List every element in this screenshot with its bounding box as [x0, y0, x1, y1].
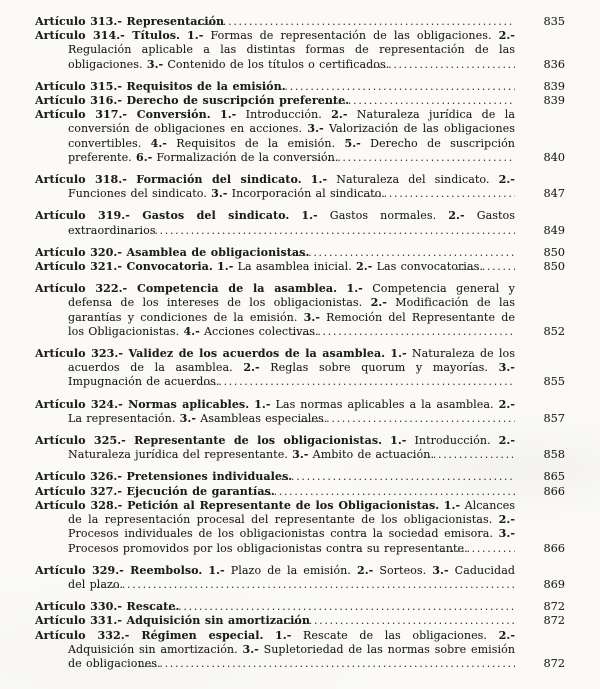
- entry-text: [35, 347, 515, 390]
- toc-entry: [35, 209, 565, 237]
- entry-text: [35, 600, 515, 614]
- toc-entry: [35, 485, 565, 499]
- toc-entry: [35, 29, 565, 72]
- page-number: 866: [543, 484, 565, 498]
- page-number: 858: [543, 448, 565, 462]
- toc-entry: [35, 282, 565, 339]
- page-number: 850: [543, 260, 565, 274]
- toc-entry: [35, 108, 565, 165]
- toc-entry: [35, 347, 565, 390]
- entry-body: 1.- Gastos normales. 2.- Gastos extraordinarios: [68, 209, 515, 237]
- page-number: 857: [543, 411, 565, 425]
- page-number: 839: [543, 94, 565, 108]
- page-number: 847: [543, 187, 565, 201]
- page-number: 835: [543, 15, 565, 28]
- entry-text: [35, 398, 515, 426]
- toc-entry: [35, 470, 565, 484]
- page-number: 850: [543, 245, 565, 259]
- entry-heading: Artículo 317.- Conversión.: [35, 108, 211, 122]
- toc-entry: [35, 246, 565, 260]
- entry-text: [35, 108, 515, 165]
- entry-body: 1.- Formas de representación de las obligaciones. 2.- Regulación aplicable a las distintas formas de representación de las obligaciones. 3.- Contenido de los títulos o certificados.: [68, 29, 515, 71]
- page-number: 865: [543, 470, 565, 484]
- page-number: 872: [543, 656, 565, 670]
- toc-entry: [35, 614, 565, 628]
- entry-text: [35, 246, 515, 260]
- page-number: 849: [543, 223, 565, 237]
- toc-entry: [35, 600, 565, 614]
- entry-text: [35, 209, 515, 237]
- entry-heading: Artículo 324.- Normas aplicables.: [35, 397, 250, 411]
- toc-entry: [35, 629, 565, 672]
- page-number: 872: [543, 600, 565, 614]
- entry-heading: Artículo 318.- Formación del sindicato.: [35, 173, 302, 187]
- toc-entry: [35, 564, 565, 592]
- toc-entry: [35, 499, 565, 556]
- entry-text: [35, 564, 515, 592]
- toc-entry: [35, 173, 565, 201]
- entry-text: [35, 15, 515, 29]
- entry-heading: Artículo 327.- Ejecución de garantías.: [35, 484, 275, 498]
- entry-text: [35, 94, 515, 108]
- toc-entry: [35, 80, 565, 94]
- entry-body: 1.- La asamblea inicial. 2.- Las convocatorias.: [217, 260, 483, 274]
- entry-text: [35, 282, 515, 339]
- entry-heading: Artículo 323.- Validez de los acuerdos de la asamblea.: [35, 347, 386, 361]
- entry-heading: Artículo 330.- Rescate.: [35, 600, 180, 614]
- entry-heading: Artículo 316.- Derecho de suscripción preferente.: [35, 94, 350, 108]
- page-number: 869: [543, 577, 565, 591]
- entry-body: 1.- Introducción. 2.- Naturaleza jurídica de la conversión de obligaciones en acciones. 3.- Valorización de las obligaciones convertibles. 4.- Requisitos de la emisión. 5.- Derecho de suscripción preferente. 6.- Formalización de la conversión.: [68, 108, 515, 164]
- entry-heading: Artículo 314.- Títulos.: [35, 29, 180, 43]
- page-number: 872: [543, 614, 565, 628]
- entry-text: [35, 499, 515, 556]
- entry-heading: Artículo 325.- Representante de los obligacionistas.: [35, 434, 383, 448]
- entry-heading: Artículo 313.- Representación: [35, 15, 225, 28]
- entry-body: 1.- Plazo de la emisión. 2.- Sorteos. 3.- Caducidad del plazo.: [68, 563, 515, 591]
- entry-heading: Artículo 320.- Asamblea de obligacionistas.: [35, 245, 310, 259]
- entry-text: [35, 173, 515, 201]
- entry-body: 1.- Rescate de las obligaciones. 2.- Adquisición sin amortización. 3.- Supletoriedad de las normas sobre emisión de obligaciones.: [68, 628, 515, 670]
- entry-body: 1.- Competencia general y defensa de los intereses de los obligacionistas. 2.- Modificación de las garantías y condiciones de la emisión. 3.- Remoción del Representante de los Obligacionistas. 4.- Acciones colectivas.: [68, 282, 515, 338]
- entry-text: [35, 260, 515, 274]
- entry-body: 1.- Naturaleza de los acuerdos de la asamblea. 2.- Reglas sobre quorum y mayorías. 3.- Impugnación de acuerdos.: [68, 347, 515, 389]
- entry-text: [35, 470, 515, 484]
- entry-body: 1.- Introducción. 2.- Naturaleza jurídica del representante. 3.- Ambito de actuación.: [68, 434, 515, 462]
- entry-heading: Artículo 328.- Petición al Representante de los Obligacionistas.: [35, 498, 440, 512]
- toc-entry: [35, 260, 565, 274]
- entry-text: [35, 614, 515, 628]
- toc-entry: [35, 94, 565, 108]
- entry-heading: Artículo 331.- Adquisición sin amortización: [35, 614, 310, 628]
- entry-heading: Artículo 321.- Convocatoria.: [35, 260, 213, 274]
- page-number: 840: [543, 150, 565, 164]
- entry-heading: Artículo 315.- Requisitos de la emisión.: [35, 79, 286, 93]
- entry-body: 1.- Las normas aplicables a la asamblea. 2.- La representación. 3.- Asambleas especiales.: [68, 397, 515, 425]
- toc-entry: [35, 434, 565, 462]
- entry-heading: Artículo 319.- Gastos del sindicato.: [35, 209, 290, 223]
- toc-entry: [35, 15, 565, 29]
- entry-text: [35, 629, 515, 672]
- entry-heading: Artículo 322.- Competencia de la asamblea.: [35, 282, 338, 296]
- entry-text: [35, 434, 515, 462]
- entry-text: [35, 80, 515, 94]
- entry-text: [35, 485, 515, 499]
- page-number: 852: [543, 324, 565, 338]
- page-number: 836: [543, 57, 565, 71]
- entry-heading: Artículo 326.- Pretensiones individuales.: [35, 470, 293, 484]
- page-number: 839: [543, 79, 565, 93]
- entry-text: [35, 29, 515, 72]
- page-number: 866: [543, 541, 565, 555]
- entry-heading: Artículo 329.- Reembolso.: [35, 563, 203, 577]
- entry-body: 1.- Naturaleza del sindicato. 2.- Funciones del sindicato. 3.- Incorporación al sindicato.: [68, 173, 515, 201]
- toc-entry: [35, 398, 565, 426]
- page-number: 855: [543, 375, 565, 389]
- toc-list: [35, 15, 565, 671]
- entry-heading: Artículo 332.- Régimen especial.: [35, 628, 264, 642]
- entry-body: 1.- Alcances de la representación procesal del representante de los obligacionistas. 2.- Procesos individuales de los obligacionistas contra la sociedad emisora. 3.- Procesos promovidos por los obligacionistas contra su representante.: [68, 498, 515, 555]
